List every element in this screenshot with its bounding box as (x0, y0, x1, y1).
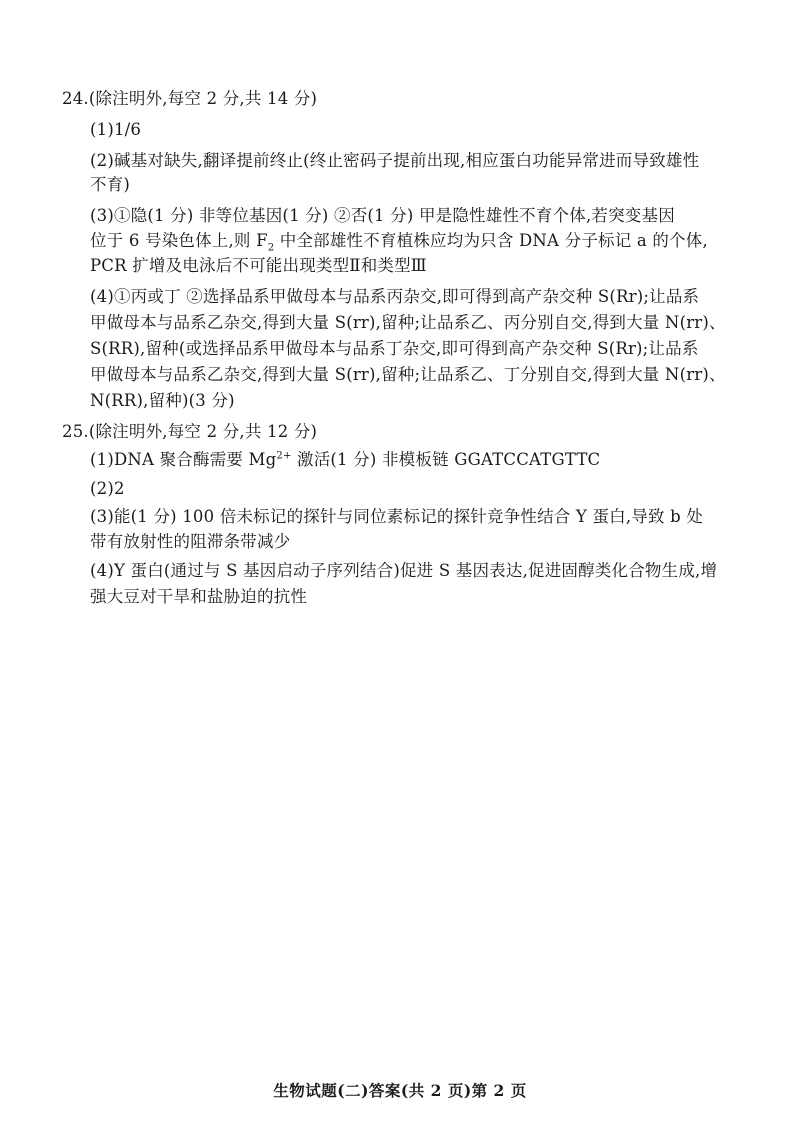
q24-answer-2-line2: 不育) (90, 175, 131, 194)
q25-answer-1-b: 激活(1 分) 非模板链 GGATCCATGTTC (291, 450, 601, 469)
q25-header: 25.(除注明外,每空 2 分,共 12 分) (62, 422, 318, 441)
q24-answer-3-line2-b: 中全部雄性不育植株应均为只含 DNA 分子标记 a 的个体, (274, 231, 708, 250)
q25-answer-3-line2: 带有放射性的阻滞条带减少 (90, 532, 291, 551)
q24-answer-2-line1: (2)碱基对缺失,翻译提前终止(终止密码子提前出现,相应蛋白功能异常进而导致雄性 (90, 151, 700, 170)
q24-answer-1: (1)1/6 (90, 120, 142, 139)
page-footer: 生物试题(二)答案(共 2 页)第 2 页 (273, 1081, 527, 1100)
q24-header: 24.(除注明外,每空 2 分,共 14 分) (62, 89, 318, 108)
q25-answer-3-line1: (3)能(1 分) 100 倍未标记的探针与同位素标记的探针竞争性结合 Y 蛋白,导致 b 处 (90, 507, 704, 526)
q25-answer-1 (90, 449, 600, 471)
q24-answer-4-line1: (4)①丙或丁 ②选择品系甲做母本与品系丙杂交,即可得到高产杂交种 S(Rr);让品系 (90, 287, 700, 306)
q24-answer-4-line5: N(RR),留种)(3 分) (90, 391, 235, 410)
q24-answer-3-line2 (90, 230, 708, 252)
q24-answer-4-line3: S(RR),留种(或选择品系甲做母本与品系丁杂交,即可得到高产杂交种 S(Rr);让品系 (90, 339, 699, 358)
q25-answer-4-line2: 强大豆对干旱和盐胁迫的抗性 (90, 587, 308, 606)
q25-answer-1-a: (1)DNA 聚合酶需要 Mg (90, 450, 277, 469)
q25-answer-4-line1: (4)Y 蛋白(通过与 S 基因启动子序列结合)促进 S 基因表达,促进固醇类化合物生成,增 (90, 561, 718, 580)
q24-answer-4-line2: 甲做母本与品系乙杂交,得到大量 S(rr),留种;让品系乙、丙分别自交,得到大量 N(rr)、 (90, 313, 726, 332)
q24-answer-3-line3: PCR 扩增及电泳后不可能出现类型Ⅱ和类型Ⅲ (90, 256, 427, 275)
q24-answer-3-line2-a: 位于 6 号染色体上,则 F (90, 231, 268, 250)
f2-subscript: 2 (267, 242, 275, 254)
q24-answer-3-line1: (3)①隐(1 分) 非等位基因(1 分) ②否(1 分) 甲是隐性雄性不育个体,若突变基因 (90, 206, 675, 225)
mg-superscript: 2+ (276, 450, 292, 462)
q24-answer-4-line4: 甲做母本与品系乙杂交,得到大量 S(rr),留种;让品系乙、丁分别自交,得到大量 N(rr)、 (90, 365, 726, 384)
q25-answer-2: (2)2 (90, 479, 125, 498)
